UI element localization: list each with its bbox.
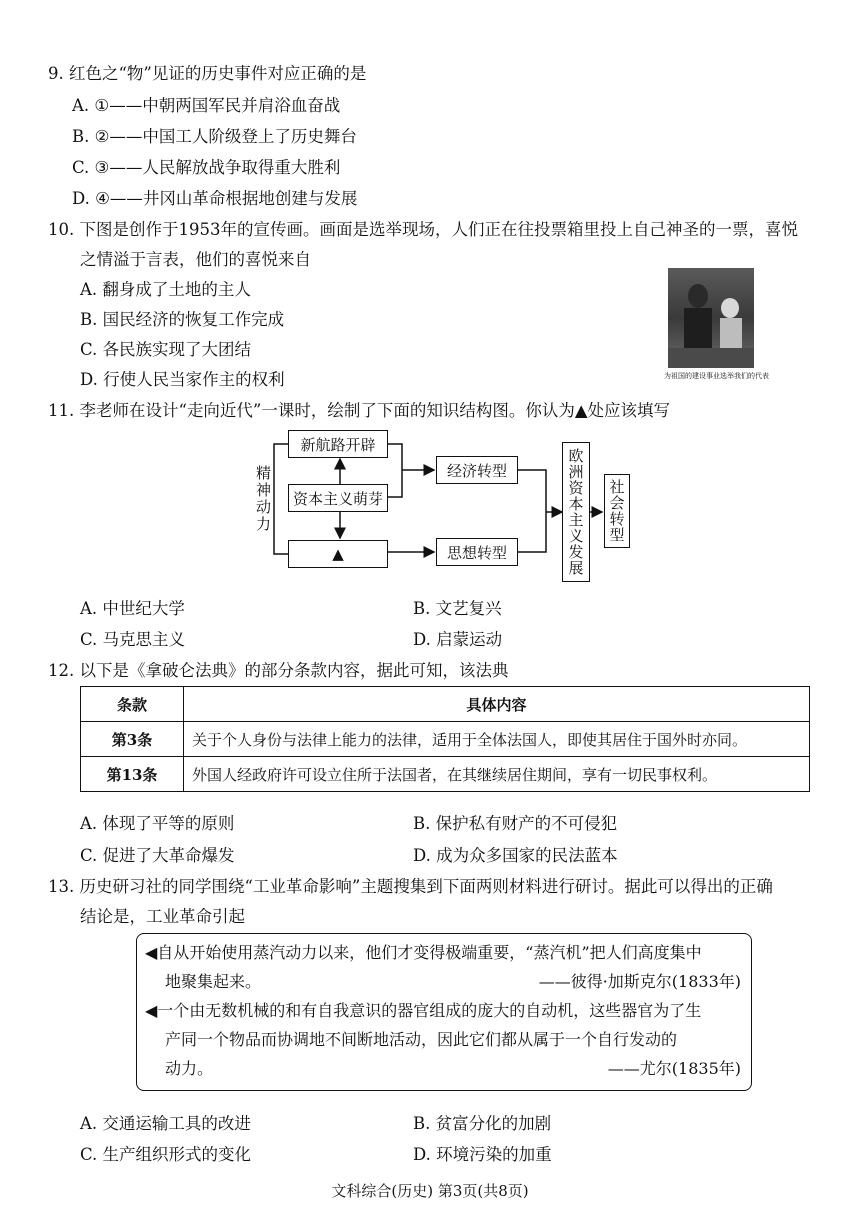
q11-stem: 11. 李老师在设计“走向近代”一课时，绘制了下面的知识结构图。你认为▲处应该填写	[48, 401, 671, 420]
clause-cell: 第3条	[81, 722, 184, 757]
q11-option-a: A. 中世纪大学	[80, 599, 185, 618]
q11-option-b: B. 文艺复兴	[413, 599, 502, 618]
quote2-line1: ◀一个由无数机械的和有自我意识的器官组成的庞大的自动机，这些器官为了生	[145, 1001, 702, 1020]
source-quote-box	[136, 933, 752, 1091]
quote2-line2: 产同一个物品而协调地不间断地活动，因此它们都从属于一个自行发动的	[165, 1030, 678, 1049]
q10-option-d: D. 行使人民当家作主的权利	[80, 370, 285, 389]
table-row	[81, 757, 810, 792]
box-social-transition: 社会转型	[604, 474, 630, 548]
q12-option-b: B. 保护私有财产的不可侵犯	[413, 814, 618, 833]
quote1-source: ——彼得·加斯克尔(1833年)	[538, 972, 741, 991]
quote2-source: ——尤尔(1835年)	[607, 1059, 741, 1078]
q9-option-c: C. ③——人民解放战争取得重大胜利	[72, 158, 341, 177]
content-cell: 外国人经政府许可设立住所于法国者，在其继续居住期间，享有一切民事权利。	[184, 757, 810, 792]
q9-stem: 9. 红色之“物”见证的历史事件对应正确的是	[48, 64, 367, 83]
q9-option-a: A. ①——中朝两国军民并肩浴血奋战	[72, 96, 341, 115]
q13-stem-line2: 结论是，工业革命引起	[80, 907, 245, 926]
q9-option-b: B. ②——中国工人阶级登上了历史舞台	[72, 127, 357, 146]
q12-option-d: D. 成为众多国家的民法蓝本	[413, 846, 618, 865]
q12-stem: 12. 以下是《拿破仑法典》的部分条款内容，据此可知，该法典	[48, 661, 509, 680]
quote1-line1: ◀自从开始使用蒸汽动力以来，他们才变得极端重要，“蒸汽机”把人们高度集中	[145, 943, 702, 962]
box-economic-transition: 经济转型	[436, 456, 518, 484]
quote1-line2: 地聚集起来。	[165, 972, 262, 991]
content-cell: 关于个人身份与法律上能力的法律，适用于全体法国人，即使其居住于国外时亦同。	[184, 722, 810, 757]
q11-option-d: D. 启蒙运动	[413, 630, 503, 649]
q13-option-d: D. 环境污染的加重	[413, 1145, 552, 1164]
q10-option-c: C. 各民族实现了大团结	[80, 340, 252, 359]
q13-option-c: C. 生产组织形式的变化	[80, 1145, 252, 1164]
q13-stem-line1: 13. 历史研习社的同学围绕“工业革命影响”主题搜集到下面两则材料进行研讨。据此可以得出的正确	[48, 877, 773, 896]
header-clause: 条款	[81, 687, 184, 722]
table-row	[81, 722, 810, 757]
q11-option-c: C. 马克思主义	[80, 630, 186, 649]
q13-option-a: A. 交通运输工具的改进	[80, 1114, 251, 1133]
header-content: 具体内容	[184, 687, 810, 722]
quote2-line3: 动力。	[165, 1059, 214, 1078]
q10-stem-line1: 10. 下图是创作于1953年的宣传画。画面是选举现场，人们正在往投票箱里投上自己神圣的一票，喜悦	[48, 220, 798, 239]
spiritual-power-label: 精神动力	[254, 465, 272, 533]
napoleonic-code-table	[80, 686, 810, 792]
q10-option-b: B. 国民经济的恢复工作完成	[80, 310, 285, 329]
box-capitalism-sprout: 资本主义萌芽	[288, 484, 388, 512]
q13-option-b: B. 贫富分化的加剧	[413, 1114, 552, 1133]
box-thought-transition: 思想转型	[436, 538, 518, 566]
q12-option-c: C. 促进了大革命爆发	[80, 846, 235, 865]
q9-option-d: D. ④——井冈山革命根据地创建与发展	[72, 189, 358, 208]
box-triangle-blank: ▲	[288, 540, 388, 568]
diagram-connectors	[0, 0, 860, 600]
poster-caption: 为祖国的建设事业选举我们的代表	[664, 372, 769, 380]
clause-cell: 第13条	[81, 757, 184, 792]
q10-stem-line2: 之情溢于言表，他们的喜悦来自	[80, 250, 311, 269]
q10-option-a: A. 翻身成了土地的主人	[80, 280, 251, 299]
page-footer: 文科综合(历史) 第3页(共8页)	[331, 1182, 529, 1200]
box-new-route: 新航路开辟	[288, 430, 388, 458]
box-european-capitalism: 欧洲资本主义发展	[562, 442, 590, 582]
q12-option-a: A. 体现了平等的原则	[80, 814, 235, 833]
table-header-row	[81, 687, 810, 722]
